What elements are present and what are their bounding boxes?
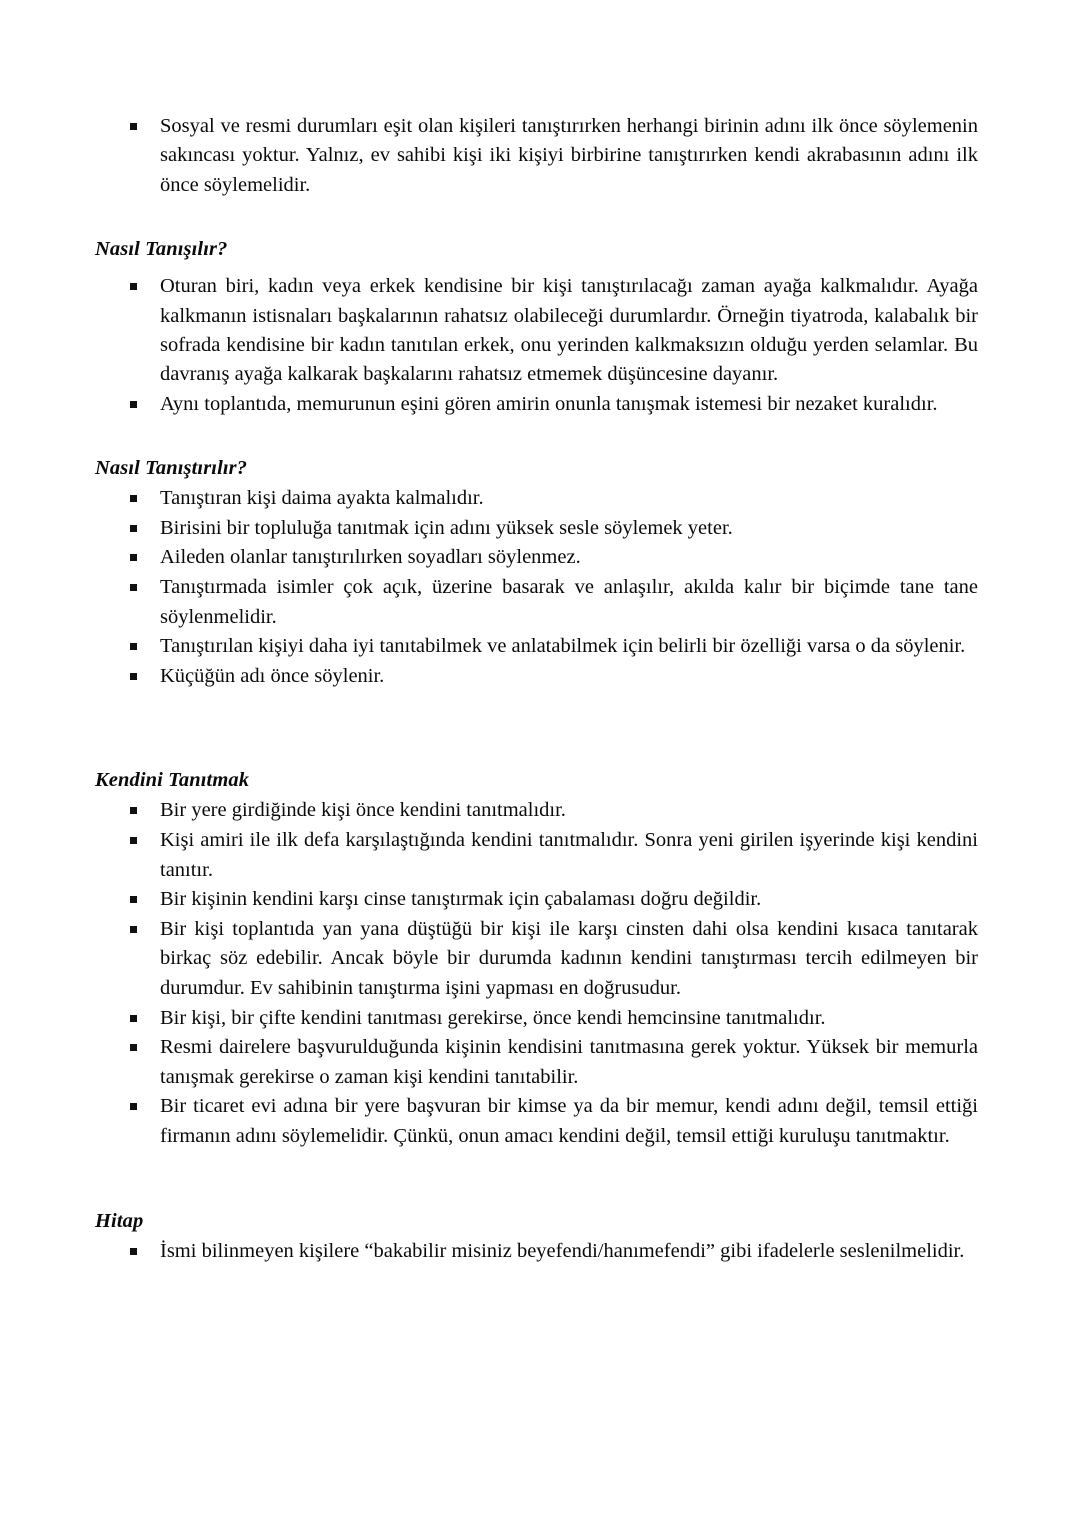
list-item-text: Bir ticaret evi adına bir yere başvuran bir kimse ya da bir memur, kendi adını değil, temsil ettiği firmanın adını söylemelidir. Çünkü, onun amacı kendini değil, temsil ettiği kuruluşu tanıtmaktır. (160, 1095, 978, 1147)
section-heading-nasil-tanistirilir: Nasıl Tanıştırılır? (95, 457, 248, 480)
square-bullet-icon (130, 525, 137, 532)
square-bullet-icon (130, 283, 137, 290)
square-bullet-icon (130, 1248, 137, 1255)
heading-spacer (95, 263, 978, 272)
list-item (95, 1237, 978, 1267)
list-item (95, 390, 978, 419)
bullet-list-kendini-tanitmak (95, 796, 978, 1151)
document-content (95, 112, 978, 1266)
list-item (95, 573, 978, 632)
list-item-text: Aileden olanlar tanıştırılırken soyadları söylenmez. (160, 546, 581, 569)
list-item-text: İsmi bilinmeyen kişilere “bakabilir misiniz beyefendi/hanımefendi” gibi ifadelerle seslenilmelidir. (160, 1239, 965, 1262)
list-item (95, 484, 978, 514)
bullet-list-intro (95, 112, 978, 200)
square-bullet-icon (130, 1015, 137, 1022)
list-item (95, 915, 978, 1004)
bullet-list-nasil-tanisilir (95, 272, 978, 419)
list-item (95, 514, 978, 544)
bullet-list-nasil-tanistirilir (95, 484, 978, 691)
section-heading-hitap: Hitap (95, 1209, 144, 1232)
square-bullet-icon (130, 807, 137, 814)
list-item (95, 826, 978, 885)
list-item-text: Bir yere girdiğinde kişi önce kendini tanıtmalıdır. (160, 799, 566, 822)
list-item-text: Bir kişinin kendini karşı cinse tanıştırmak için çabalaması doğru değildir. (160, 888, 762, 911)
list-item-text: Kişi amiri ile ilk defa karşılaştığında kendini tanıtmalıdır. Sonra yeni girilen işyerinde kişi kendini tanıtır. (160, 829, 978, 881)
square-bullet-icon (130, 643, 137, 650)
section-spacer (95, 419, 978, 455)
list-item-text: Tanıştırmada isimler çok açık, üzerine basarak ve anlaşılır, akılda kalır bir biçimde tane tane söylenmelidir. (160, 576, 978, 628)
list-item (95, 543, 978, 573)
list-item (95, 796, 978, 826)
list-item-text: Bir kişi toplantıda yan yana düştüğü bir kişi ile karşı cinsten dahi olsa kendini kısaca tanıtarak birkaç söz edebilir. Ancak böyle bir durumda kadının kendini tanıştırması tercih edilmeyen bir durumdur. Ev sahibinin tanıştırma işini yapması en doğrusudur. (160, 917, 978, 999)
section-spacer (95, 1152, 978, 1208)
square-bullet-icon (130, 837, 137, 844)
square-bullet-icon (130, 1103, 137, 1110)
list-item-text: Oturan biri, kadın veya erkek kendisine bir kişi tanıştırılacağı zaman ayağa kalkmalıdır. Ayağa kalkmanın istisnaları başkalarının rahatsız olabileceği durumlardır. Örneğin tiyatroda, kalabalık bir sofrada kendisine bir kadın tanıtılan erkek, onu yerinden kalkmaksızın olduğu yerden selamlar. Bu davranış ayağa kalkarak başkalarını rahatsız etmemek düşüncesine dayanır. (160, 275, 978, 386)
list-item-text: Birisini bir topluluğa tanıtmak için adını yüksek sesle söylemek yeter. (160, 516, 733, 539)
section-heading-nasil-tanisilir: Nasıl Tanışılır? (95, 238, 228, 261)
list-item-text: Bir kişi, bir çifte kendini tanıtması gerekirse, önce kendi hemcinsine tanıtmalıdır. (160, 1006, 826, 1029)
square-bullet-icon (130, 584, 137, 591)
square-bullet-icon (130, 673, 137, 680)
list-item-text: Resmi dairelere başvurulduğunda kişinin kendisini tanıtmasına gerek yoktur. Yüksek bir memurla tanışmak gerekirse o zaman kişi kendini tanıtabilir. (160, 1036, 978, 1088)
section-heading-kendini-tanitmak: Kendini Tanıtmak (95, 769, 250, 792)
list-item (95, 1092, 978, 1151)
list-item (95, 112, 978, 200)
list-item (95, 885, 978, 915)
list-item (95, 1033, 978, 1092)
list-item (95, 1004, 978, 1034)
list-item-text: Aynı toplantıda, memurunun eşini gören amirin onunla tanışmak istemesi bir nezaket kuralıdır. (160, 392, 938, 415)
section-spacer (95, 200, 978, 236)
list-item-text: Sosyal ve resmi durumları eşit olan kişileri tanıştırırken herhangi birinin adını ilk önce söylemenin sakıncası yoktur. Yalnız, ev sahibi kişi iki kişiyi birbirine tanıştırırken kendi akrabasının adını ilk önce söylemelidir. (160, 115, 978, 196)
square-bullet-icon (130, 123, 137, 130)
section-spacer-large (95, 691, 978, 767)
list-item-text: Küçüğün adı önce söylenir. (160, 664, 385, 687)
list-item-text: Tanıştırılan kişiyi daha iyi tanıtabilmek ve anlatabilmek için belirli bir özelliği varsa o da söylenir. (160, 635, 966, 658)
square-bullet-icon (130, 495, 137, 502)
square-bullet-icon (130, 926, 137, 933)
square-bullet-icon (130, 896, 137, 903)
bullet-list-hitap (95, 1237, 978, 1267)
list-item (95, 632, 978, 662)
list-item-text: Tanıştıran kişi daima ayakta kalmalıdır. (160, 487, 484, 510)
list-item (95, 272, 978, 390)
list-item (95, 662, 978, 692)
square-bullet-icon (130, 401, 137, 408)
square-bullet-icon (130, 1044, 137, 1051)
square-bullet-icon (130, 554, 137, 561)
